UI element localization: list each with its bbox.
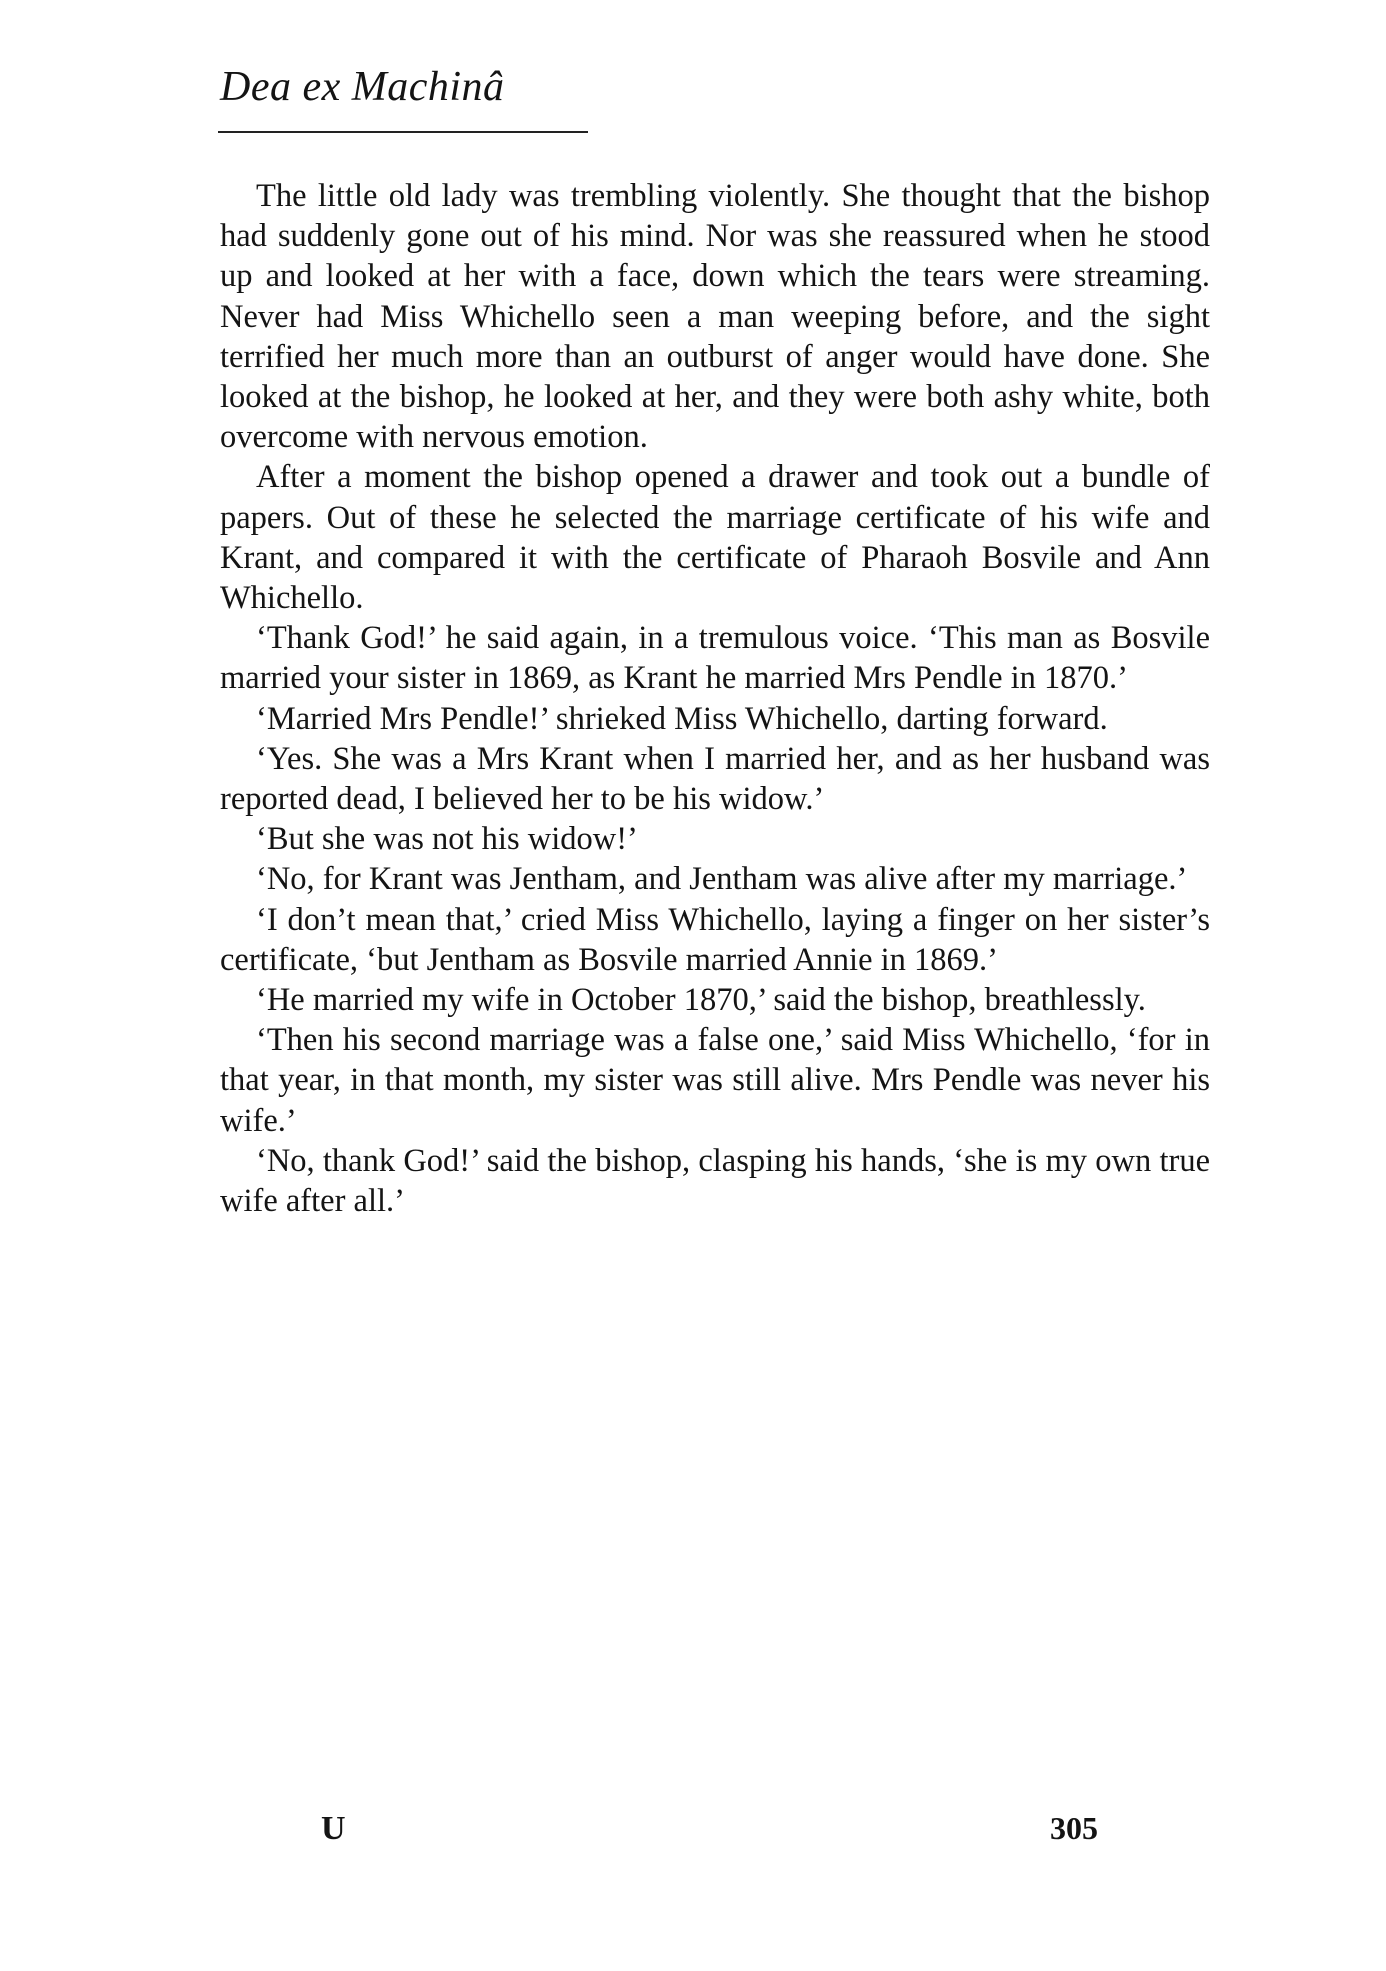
paragraph: ‘I don’t mean that,’ cried Miss Whichello, laying a finger on her sister’s certificate, ‘but Jentham as Bosvile married Annie in 1869.’ [220,901,1210,978]
signature-mark: U [321,1810,346,1847]
paragraph: After a moment the bishop opened a drawer and took out a bundle of papers. Out of these he selected the marriage certificate of his wife and Krant, and compared it with the certificate of Pharaoh Bosvile and Ann Whichello. [220,459,1210,617]
paragraph: ‘He married my wife in October 1870,’ said the bishop, breathlessly. [256,982,1146,1019]
running-title: Dea ex Machinâ [220,64,505,110]
paragraph: ‘But she was not his widow!’ [256,821,638,858]
header-rule [218,131,588,133]
paragraph: ‘Married Mrs Pendle!’ shrieked Miss Whichello, darting forward. [256,700,1108,737]
body-text [220,176,1210,1221]
paragraph: ‘No, for Krant was Jentham, and Jentham was alive after my marriage.’ [256,861,1188,898]
page-number: 305 [1050,1810,1098,1846]
paragraph: ‘Then his second marriage was a false one,’ said Miss Whichello, ‘for in that year, in that month, my sister was still alive. Mrs Pendle was never his wife.’ [220,1022,1210,1139]
paragraph: ‘No, thank God!’ said the bishop, clasping his hands, ‘she is my own true wife after all.’ [220,1142,1210,1220]
paragraph: ‘Thank God!’ he said again, in a tremulous voice. ‘This man as Bosvile married your sister in 1869, as Krant he married Mrs Pendle in 1870.’ [220,620,1210,697]
paragraph: The little old lady was trembling violently. She thought that the bishop had suddenly gone out of his mind. Nor was she reassured when he stood up and looked at her with a face, down which the tears were streaming. Never had Miss Whichello seen a man weeping before, and the sight terrified her much more than an outburst of anger would have done. She looked at the bishop, he looked at her, and they were both ashy white, both overcome with nervous emotion. [220,178,1210,456]
paragraph: ‘Yes. She was a Mrs Krant when I married her, and as her husband was reported dead, I believed her to be his widow.’ [220,740,1210,818]
